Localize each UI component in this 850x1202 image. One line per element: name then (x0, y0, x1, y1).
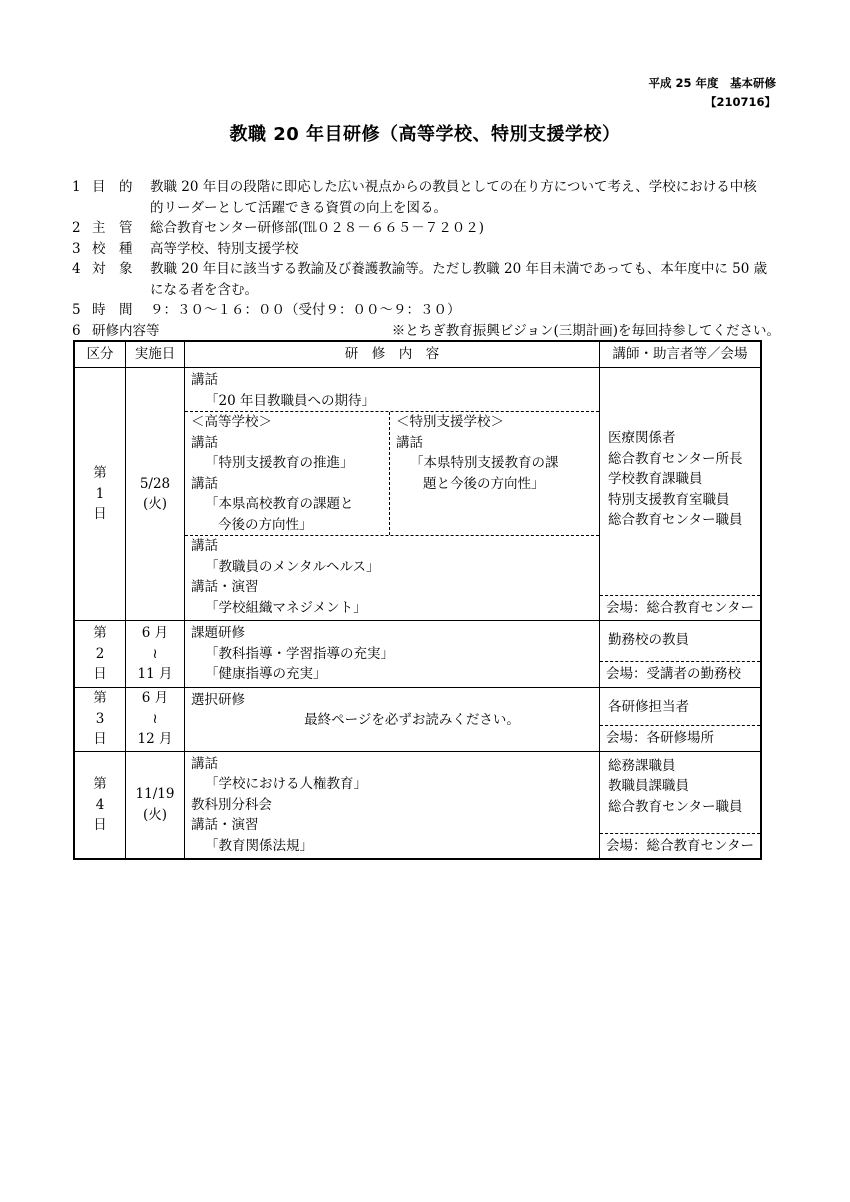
table-header-row: 区分 実施日 研 修 内 容 講師・助言者等／会場 (74, 341, 761, 368)
venue-label: 会場：各研修場所 (600, 725, 760, 751)
division-cell: 第 4 日 (74, 751, 126, 859)
school-type-split: ＜高等学校＞ 講話 「特別支援教育の推進」 講話 「本県高校教育の課題と 今後の方向性」 ＜特別支援学校＞ 講話 「本県特別支援教育の課 題と今後の方向性」 (185, 411, 599, 536)
venue-label: 会場：総合教育センター (600, 833, 760, 859)
instructor-cell: 勤務校の教員 会場：受講者の勤務校 (600, 621, 762, 688)
division-cell: 第 3 日 (74, 687, 126, 751)
list-item: 3 校 種 高等学校、特別支援学校 (72, 240, 299, 257)
content-cell: 講話 「学校における人権教育」 教科別分科会 講話・演習 「教育関係法規」 (185, 751, 600, 859)
instructor-cell: 総務課職員 教職員課職員 総合教育センター職員 会場：総合教育センター (600, 751, 762, 859)
list-item: 2 主 管 総合教育センター研修部(℡０２８－６６５－７２０２) (72, 220, 484, 236)
venue-label: 会場：受講者の勤務校 (600, 661, 760, 687)
table-row (74, 368, 761, 621)
date-cell: 5/28 (火) (126, 368, 185, 621)
instructor-cell: 医療関係者 総合教育センター所長 学校教育課職員 特別支援教育室職員 総合教育センター職員 会場：総合教育センター (600, 368, 762, 621)
schedule-table (73, 340, 762, 860)
date-cell: 11/19 (火) (126, 751, 185, 859)
document-code: 【210716】 (704, 95, 776, 109)
document-header (648, 74, 776, 112)
program-label: 平成 25 年度 基本研修 (648, 76, 776, 90)
table-row (74, 687, 761, 751)
content-cell: 課題研修 「教科指導・学習指導の充実」 「健康指導の充実」 (185, 621, 600, 688)
date-cell: 6 月 ≀ 11 月 (126, 621, 185, 688)
list-item: 1 目 的 教職 20 年目の段階に即応した広い視点からの教員としての在り方について考え、学校における中核 的リーダーとして活躍できる資質の向上を図る。 (72, 179, 757, 216)
division-cell: 第 2 日 (74, 621, 126, 688)
date-cell: 6 月 ≀ 12 月 (126, 687, 185, 751)
content-cell: 選択研修 最終ページを必ずお読みください。 (185, 687, 600, 751)
bring-note: ※とちぎ教育振興ビジョン(三期計画)を毎回持参してください。 (391, 322, 780, 339)
list-item: 5 時 間 ９：３０～１６：００（受付９：００～９：３０） (72, 302, 461, 318)
instructor-cell: 各研修担当者 会場：各研修場所 (600, 687, 762, 751)
table-row (74, 621, 761, 688)
table-row (74, 751, 761, 859)
overview-list (72, 177, 780, 341)
venue-label: 会場：総合教育センター (600, 595, 760, 621)
page-title: 教職 20 年目研修（高等学校、特別支援学校） (229, 124, 621, 145)
list-item: 6 研修内容等 ※とちぎ教育振興ビジョン(三期計画)を毎回持参してください。 (72, 321, 780, 342)
content-cell: 講話 「20 年目教職員への期待」 ＜高等学校＞ 講話 「特別支援教育の推進」 講話 「本県高校教育の課題と 今後の方向性」 ＜特別支援学校＞ 講話 「本県特別支援教育の課 題と今後の方向性」 講話 「教職員のメンタルヘルス」 講話・演習 「学校組織マネジメント」 (185, 368, 600, 621)
division-cell: 第 1 日 (74, 368, 126, 621)
list-item: 4 対 象 教職 20 年目に該当する教諭及び養護教諭等。ただし教職 20 年目未満であっても、本年度中に 50 歳 になる者を含む。 (72, 261, 768, 298)
